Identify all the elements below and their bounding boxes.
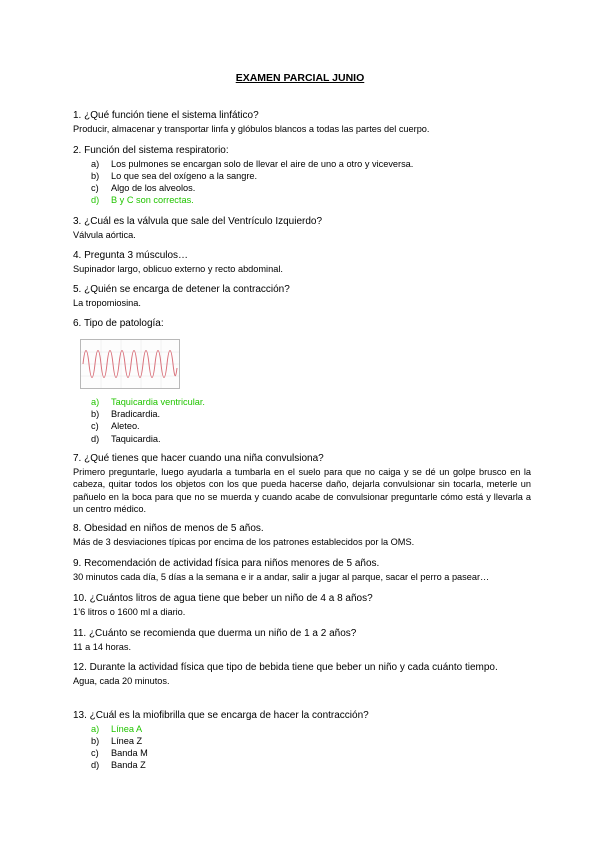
- question-7: [73, 453, 531, 516]
- option-a-correct: a) Taquicardia ventricular.: [91, 397, 205, 407]
- options-list: [73, 396, 531, 445]
- question-text: 2. Función del sistema respiratorio:: [73, 145, 229, 156]
- question-4: [73, 250, 531, 275]
- option-a: a) Los pulmones se encargan solo de llevar el aire de uno a otro y viceversa.: [91, 158, 414, 169]
- question-text: 13. ¿Cuál es la miofibrilla que se encarga de hacer la contracción?: [73, 710, 369, 721]
- question-text: 10. ¿Cuántos litros de agua tiene que beber un niño de 4 a 8 años?: [73, 593, 373, 604]
- question-9: [73, 558, 531, 583]
- question-5: [73, 284, 531, 309]
- question-6: [73, 318, 531, 331]
- option-b: b) Lo que sea del oxígeno a la sangre.: [91, 170, 258, 181]
- question-11: [73, 628, 531, 653]
- option-c: c) Banda M: [91, 747, 148, 758]
- answer-text: Válvula aórtica.: [73, 229, 136, 240]
- question-text: 9. Recomendación de actividad física para niños menores de 5 años.: [73, 558, 380, 569]
- question-12: [73, 662, 531, 687]
- question-text: 12. Durante la actividad física que tipo de bebida tiene que beber un niño y cada cuánto tiempo.: [73, 662, 498, 673]
- answer-text: Supinador largo, oblicuo externo y recto abdominal.: [73, 263, 283, 274]
- answer-text: Primero preguntarle, luego ayudarla a tumbarla en el suelo para que no caiga y se dé un golpe brusco en la cabeza, quitar todos los objetos con los que pueda hacerse daño, dejarla convulsionar sin tocarla, meterle un pañuelo en la boca para que no se muerda y cuando acabe de convulsionar preguntarle cómo está y llevarla a un centro médico.: [73, 466, 531, 514]
- answer-text: 30 minutos cada día, 5 días a la semana e ir a andar, salir a jugar al parque, sacar el perro a pasear…: [73, 571, 490, 582]
- answer-text: La tropomiosina.: [73, 297, 141, 308]
- answer-text: 11 a 14 horas.: [73, 641, 132, 652]
- question-text: 4. Pregunta 3 músculos…: [73, 250, 189, 261]
- answer-text: Agua, cada 20 minutos.: [73, 675, 170, 686]
- question-text: 8. Obesidad en niños de menos de 5 años.: [73, 523, 264, 534]
- option-d: d) Banda Z: [91, 760, 146, 771]
- option-b: b) Bradicardia.: [91, 409, 161, 420]
- question-text: 11. ¿Cuánto se recomienda que duerma un niño de 1 a 2 años?: [73, 628, 357, 639]
- question-10: [73, 593, 531, 618]
- question-3: [73, 216, 531, 241]
- question-2: [73, 145, 531, 206]
- option-b: b) Línea Z: [91, 735, 143, 746]
- page-title: EXAMEN PARCIAL JUNIO: [235, 72, 365, 84]
- question-text: 7. ¿Qué tienes que hacer cuando una niña convulsiona?: [73, 453, 324, 464]
- answer-text: Más de 3 desviaciones típicas por encima de los patrones establecidos por la OMS.: [73, 536, 415, 547]
- option-c: c) Algo de los alveolos.: [91, 182, 196, 193]
- question-8: [73, 523, 531, 548]
- ecg-strip-icon: [80, 339, 180, 389]
- options-list: [73, 723, 531, 772]
- question-13: [73, 710, 531, 771]
- option-c: c) Aleteo.: [91, 421, 140, 432]
- answer-text: Producir, almacenar y transportar linfa y glóbulos blancos a todas las partes del cuerpo.: [73, 123, 430, 134]
- question-6-options: [73, 396, 531, 445]
- question-text: 3. ¿Cuál es la válvula que sale del Ventrículo Izquierdo?: [73, 216, 323, 227]
- question-text: 6. Tipo de patología:: [73, 318, 164, 329]
- question-1: [73, 110, 531, 135]
- option-d-correct: d) B y C son correctas.: [91, 195, 194, 206]
- answer-text: 1’6 litros o 1600 ml a diario.: [73, 606, 186, 617]
- question-text: 1. ¿Qué función tiene el sistema linfático?: [73, 110, 259, 121]
- option-d: d) Taquicardia.: [91, 433, 161, 444]
- option-a-correct: a) Línea A: [91, 723, 143, 734]
- question-text: 5. ¿Quién se encarga de detener la contracción?: [73, 284, 290, 295]
- options-list: [73, 158, 531, 207]
